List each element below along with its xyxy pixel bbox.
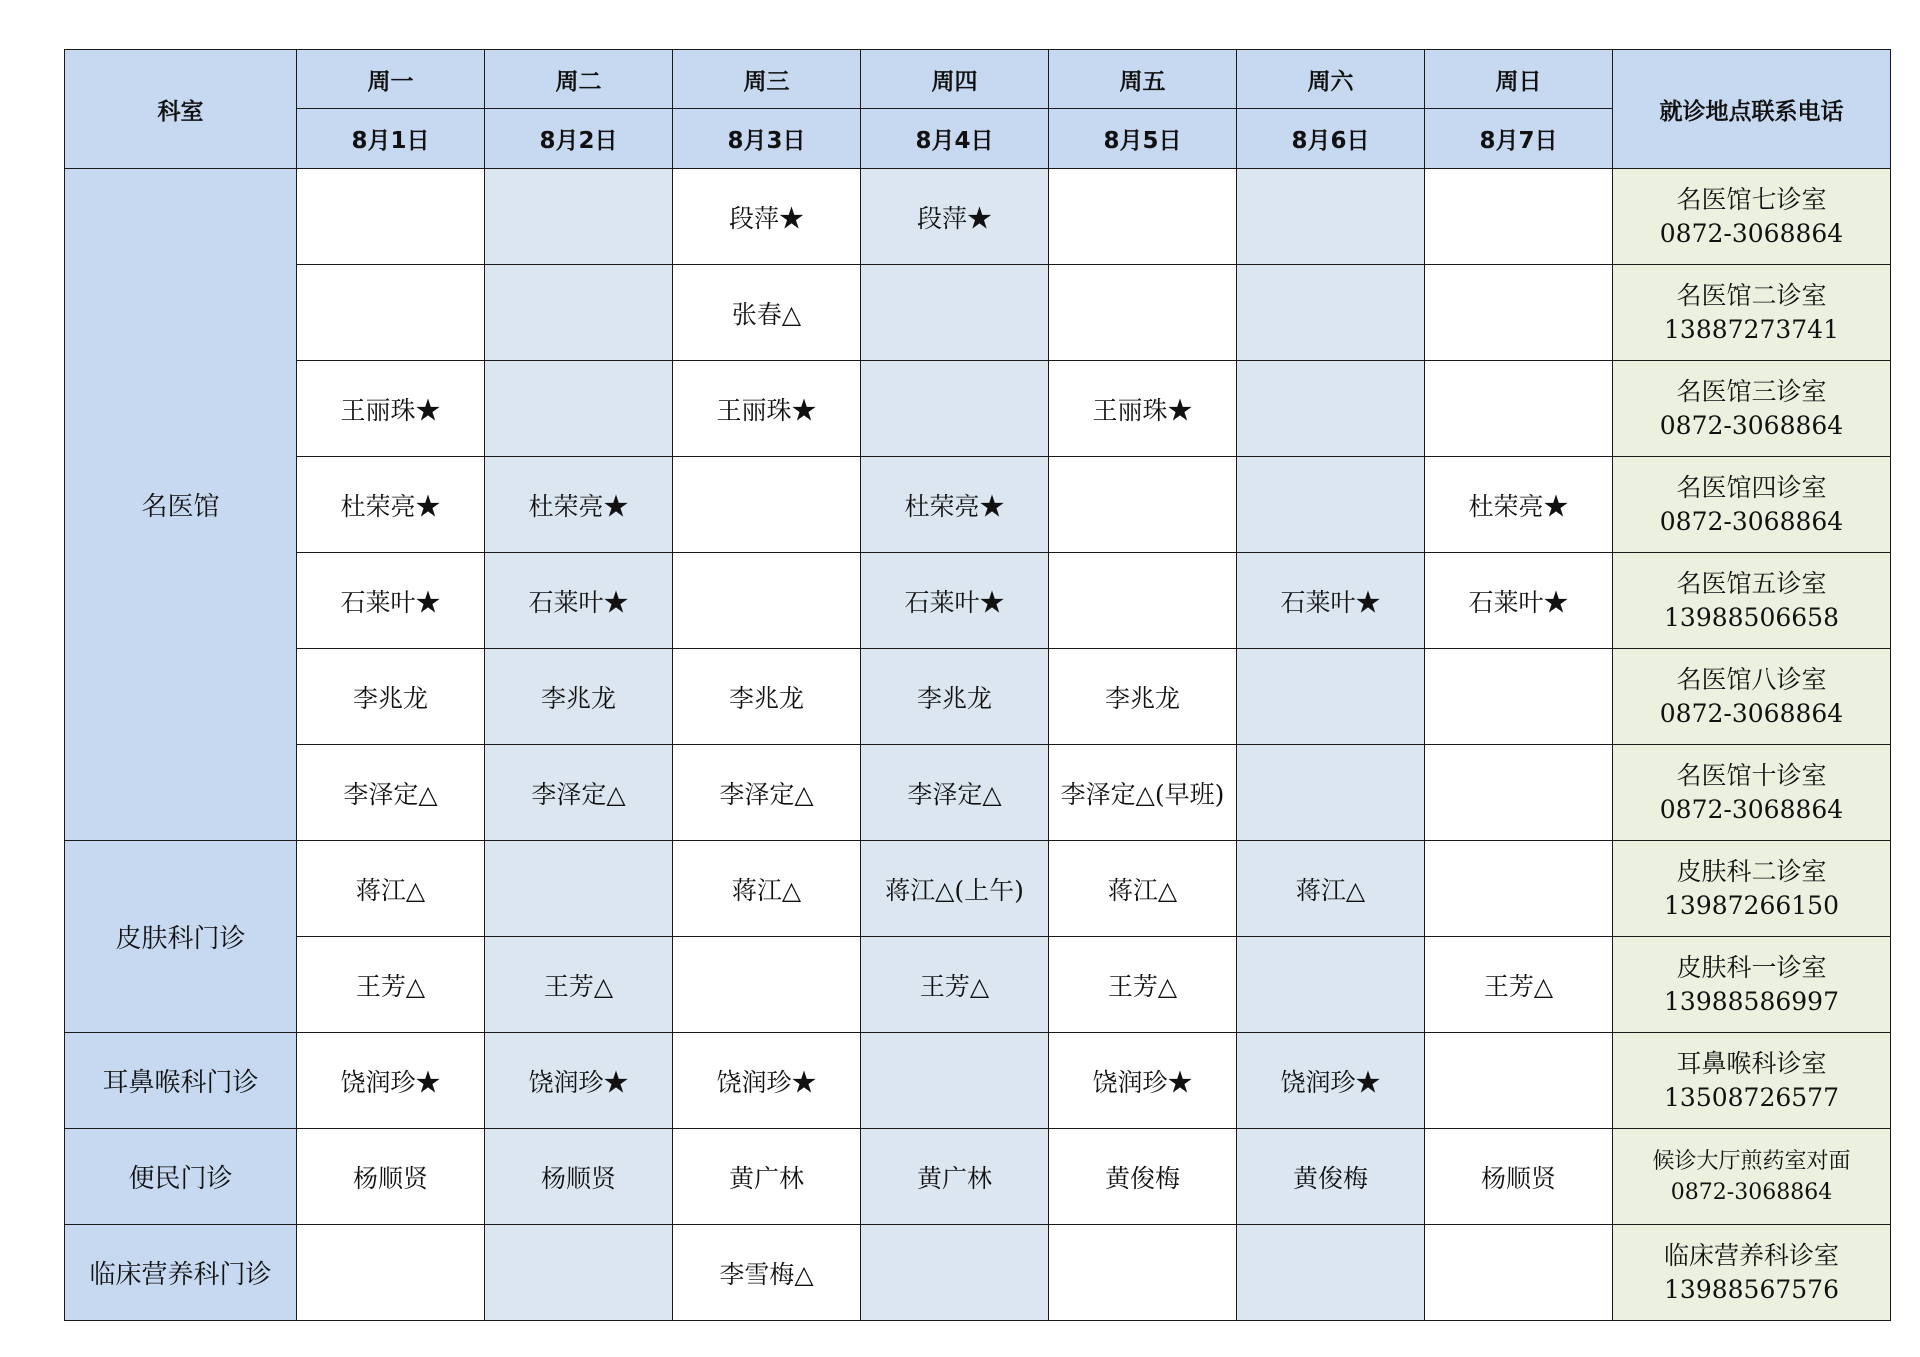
schedule-cell [297, 169, 485, 265]
schedule-cell: 李兆龙 [673, 649, 861, 745]
room-name: 耳鼻喉科诊室 [1676, 1048, 1827, 1078]
schedule-cell: 黄广林 [673, 1129, 861, 1225]
schedule-cell: 李雪梅△ [673, 1225, 861, 1321]
location-cell [1613, 265, 1891, 361]
table-row [65, 745, 1891, 841]
department-cell: 名医馆 [65, 169, 297, 841]
phone-number: 13988586997 [1664, 986, 1839, 1016]
schedule-cell [673, 457, 861, 553]
phone-number: 0872-3068864 [1659, 218, 1844, 248]
schedule-cell: 石莱叶★ [1425, 553, 1613, 649]
dept-header: 科室 [65, 50, 297, 169]
schedule-cell [1049, 1225, 1237, 1321]
room-name: 名医馆七诊室 [1676, 184, 1827, 214]
room-name: 临床营养科诊室 [1663, 1240, 1839, 1270]
schedule-cell [1049, 265, 1237, 361]
schedule-cell [1425, 649, 1613, 745]
phone-number: 13987266150 [1664, 890, 1839, 920]
schedule-cell: 饶润珍★ [485, 1033, 673, 1129]
table-row [65, 361, 1891, 457]
phone-number: 0872-3068864 [1659, 410, 1844, 440]
schedule-cell [1237, 265, 1425, 361]
room-name: 名医馆十诊室 [1676, 760, 1827, 790]
table-row [65, 937, 1891, 1033]
schedule-cell [1425, 1225, 1613, 1321]
date-header-7: 8月7日 [1425, 109, 1613, 169]
schedule-cell: 杜荣亮★ [1425, 457, 1613, 553]
phone-number: 0872-3068864 [1670, 1179, 1833, 1205]
schedule-cell [1425, 169, 1613, 265]
schedule-cell: 蒋江△ [1237, 841, 1425, 937]
department-cell: 耳鼻喉科门诊 [65, 1033, 297, 1129]
schedule-cell: 蒋江△ [297, 841, 485, 937]
location-cell [1613, 361, 1891, 457]
weekday-header-7: 周日 [1425, 50, 1613, 109]
schedule-cell: 王芳△ [1049, 937, 1237, 1033]
schedule-cell: 杨顺贤 [485, 1129, 673, 1225]
schedule-cell [485, 1225, 673, 1321]
table-row [65, 169, 1891, 265]
phone-number: 13508726577 [1664, 1082, 1839, 1112]
schedule-cell [1237, 361, 1425, 457]
location-cell [1613, 745, 1891, 841]
schedule-cell [1237, 457, 1425, 553]
date-header-5: 8月5日 [1049, 109, 1237, 169]
schedule-cell: 蒋江△ [673, 841, 861, 937]
phone-number: 0872-3068864 [1659, 698, 1844, 728]
header-row-weekdays [65, 50, 1891, 109]
table-row [65, 265, 1891, 361]
schedule-cell: 段萍★ [861, 169, 1049, 265]
schedule-cell [1425, 361, 1613, 457]
schedule-cell: 杨顺贤 [297, 1129, 485, 1225]
schedule-cell: 杨顺贤 [1425, 1129, 1613, 1225]
schedule-table [64, 49, 1891, 1321]
schedule-cell [1237, 937, 1425, 1033]
schedule-cell: 杜荣亮★ [861, 457, 1049, 553]
schedule-cell [1237, 169, 1425, 265]
schedule-cell: 黄俊梅 [1237, 1129, 1425, 1225]
schedule-cell: 李泽定△ [485, 745, 673, 841]
room-name: 皮肤科二诊室 [1676, 856, 1827, 886]
schedule-cell: 王丽珠★ [297, 361, 485, 457]
table-row [65, 553, 1891, 649]
room-name: 名医馆三诊室 [1676, 376, 1827, 406]
location-cell [1613, 457, 1891, 553]
room-name: 名医馆二诊室 [1676, 280, 1827, 310]
room-name: 候诊大厅煎药室对面 [1652, 1148, 1851, 1174]
schedule-cell: 李兆龙 [861, 649, 1049, 745]
schedule-cell: 黄俊梅 [1049, 1129, 1237, 1225]
schedule-cell: 王丽珠★ [1049, 361, 1237, 457]
schedule-cell [861, 265, 1049, 361]
weekday-header-2: 周二 [485, 50, 673, 109]
schedule-cell [297, 1225, 485, 1321]
date-header-2: 8月2日 [485, 109, 673, 169]
schedule-cell [861, 1225, 1049, 1321]
schedule-cell [485, 169, 673, 265]
schedule-cell: 王芳△ [1425, 937, 1613, 1033]
schedule-cell: 李泽定△ [861, 745, 1049, 841]
date-header-4: 8月4日 [861, 109, 1049, 169]
date-header-6: 8月6日 [1237, 109, 1425, 169]
weekday-header-1: 周一 [297, 50, 485, 109]
schedule-cell: 杜荣亮★ [485, 457, 673, 553]
schedule-cell: 王芳△ [861, 937, 1049, 1033]
schedule-cell: 石莱叶★ [1237, 553, 1425, 649]
schedule-cell [1237, 649, 1425, 745]
schedule-cell: 杜荣亮★ [297, 457, 485, 553]
department-cell: 临床营养科门诊 [65, 1225, 297, 1321]
schedule-cell [297, 265, 485, 361]
weekday-header-3: 周三 [673, 50, 861, 109]
location-cell [1613, 937, 1891, 1033]
schedule-cell [1425, 265, 1613, 361]
schedule-cell [1425, 745, 1613, 841]
schedule-cell [485, 361, 673, 457]
schedule-cell [1425, 841, 1613, 937]
location-cell [1613, 649, 1891, 745]
schedule-cell [485, 265, 673, 361]
schedule-cell: 李兆龙 [485, 649, 673, 745]
date-header-3: 8月3日 [673, 109, 861, 169]
schedule-cell: 黄广林 [861, 1129, 1049, 1225]
schedule-cell [861, 361, 1049, 457]
table-row [65, 1225, 1891, 1321]
schedule-cell: 蒋江△(上午) [861, 841, 1049, 937]
schedule-cell: 李泽定△ [673, 745, 861, 841]
location-cell [1613, 1225, 1891, 1321]
room-name: 名医馆八诊室 [1676, 664, 1827, 694]
location-cell [1613, 1129, 1891, 1225]
schedule-cell: 王芳△ [297, 937, 485, 1033]
table-row [65, 1033, 1891, 1129]
schedule-cell: 李泽定△(早班) [1049, 745, 1237, 841]
schedule-cell [1237, 1225, 1425, 1321]
schedule-cell: 石莱叶★ [297, 553, 485, 649]
location-cell [1613, 841, 1891, 937]
date-header-1: 8月1日 [297, 109, 485, 169]
department-cell: 皮肤科门诊 [65, 841, 297, 1033]
location-header: 就诊地点联系电话 [1613, 50, 1891, 169]
schedule-cell [1049, 169, 1237, 265]
schedule-cell: 石莱叶★ [485, 553, 673, 649]
schedule-cell: 张春△ [673, 265, 861, 361]
weekday-header-5: 周五 [1049, 50, 1237, 109]
schedule-cell [673, 553, 861, 649]
schedule-cell: 王丽珠★ [673, 361, 861, 457]
schedule-cell: 李泽定△ [297, 745, 485, 841]
room-name: 名医馆五诊室 [1676, 568, 1827, 598]
phone-number: 13887273741 [1664, 314, 1839, 344]
table-row [65, 457, 1891, 553]
schedule-cell [485, 841, 673, 937]
phone-number: 13988506658 [1664, 602, 1839, 632]
table-row [65, 841, 1891, 937]
schedule-body [65, 169, 1891, 1321]
room-name: 名医馆四诊室 [1676, 472, 1827, 502]
schedule-cell [1049, 457, 1237, 553]
table-row [65, 649, 1891, 745]
location-cell [1613, 553, 1891, 649]
room-name: 皮肤科一诊室 [1676, 952, 1827, 982]
location-cell [1613, 169, 1891, 265]
schedule-header [65, 50, 1891, 169]
schedule-cell: 饶润珍★ [1049, 1033, 1237, 1129]
table-row [65, 1129, 1891, 1225]
schedule-cell: 王芳△ [485, 937, 673, 1033]
location-cell [1613, 1033, 1891, 1129]
schedule-cell [673, 937, 861, 1033]
weekday-header-4: 周四 [861, 50, 1049, 109]
schedule-cell [861, 1033, 1049, 1129]
schedule-cell: 李兆龙 [1049, 649, 1237, 745]
schedule-cell: 饶润珍★ [673, 1033, 861, 1129]
schedule-cell: 段萍★ [673, 169, 861, 265]
phone-number: 0872-3068864 [1659, 506, 1844, 536]
weekday-header-6: 周六 [1237, 50, 1425, 109]
schedule-cell [1425, 1033, 1613, 1129]
schedule-cell: 饶润珍★ [297, 1033, 485, 1129]
schedule-cell: 石莱叶★ [861, 553, 1049, 649]
schedule-cell [1237, 745, 1425, 841]
schedule-cell: 蒋江△ [1049, 841, 1237, 937]
schedule-cell [1049, 553, 1237, 649]
phone-number: 13988567576 [1664, 1274, 1839, 1304]
schedule-cell: 饶润珍★ [1237, 1033, 1425, 1129]
schedule-cell: 李兆龙 [297, 649, 485, 745]
phone-number: 0872-3068864 [1659, 794, 1844, 824]
department-cell: 便民门诊 [65, 1129, 297, 1225]
